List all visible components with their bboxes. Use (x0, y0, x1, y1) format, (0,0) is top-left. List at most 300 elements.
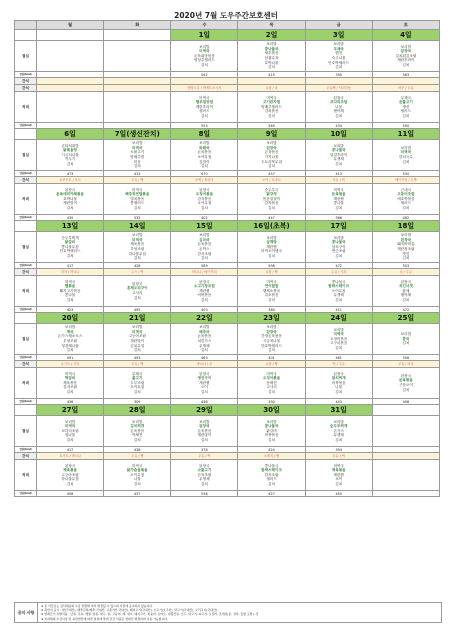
lunch-cell (37, 41, 104, 72)
notice-line: ※ 알레르기 유발식품 : 난류, 우유, 메밀, 땅콩, 대두, 밀, 고등어, 게, 새우, 돼지고기, 복숭아, 토마토, 아황산류, 호두, 닭고기, 쇠고기, 오징어, 조개류(굴, 전복, 홍합 포함), 잣 (41, 612, 259, 617)
menu-item: 콘타치취밥 (61, 143, 79, 148)
snack-row (15, 361, 440, 368)
menu-item: 무채국 (132, 371, 143, 376)
kcal-label: 열량(kcal) (15, 307, 37, 313)
menu-item: 김말이 (199, 159, 210, 164)
kcal-label: 열량(kcal) (15, 491, 37, 497)
menu-item: 김치 (402, 205, 410, 210)
menu-item: 보리밥 (199, 325, 210, 330)
menu-item: 감자볶음 (264, 201, 279, 206)
menu-item: 우엉조림 (63, 339, 78, 343)
dinner-label: 저녁 (15, 368, 37, 399)
menu-item: 김치 (335, 161, 343, 166)
date-cell (372, 405, 439, 416)
menu-item: 김치 (268, 164, 276, 169)
menu-item: 보리밥 (333, 143, 344, 148)
dinner-cell (104, 276, 171, 307)
menu-item: 미역국 (64, 424, 76, 429)
kcal-cell: 566 (305, 215, 372, 221)
menu-item: 닭볶음탕 (63, 148, 78, 153)
menu-item: 콩나물국 (331, 240, 346, 245)
menu-item: 김치 (268, 113, 276, 118)
menu-item: 된장국 (199, 463, 210, 468)
snack-cell (372, 78, 439, 85)
menu-item: 미역국 (266, 371, 277, 376)
snack-row (15, 85, 440, 92)
menu-item: 연근조림 (331, 249, 346, 254)
kcal-cell: 438 (104, 447, 171, 453)
menu-item: 계란후라이 (397, 58, 415, 63)
menu-item: 소고기장조림 (193, 284, 215, 289)
kcal-cell: 450 (305, 491, 372, 497)
menu-item: 김치 (66, 481, 74, 486)
kcal-cell: 530 (372, 171, 439, 177)
menu-item: 김치 (66, 437, 74, 442)
menu-item: 미역국 (333, 332, 344, 337)
menu-item: 어묵볶음 (331, 380, 346, 385)
menu-item: 어묵볶음 (264, 433, 279, 438)
dinner-row (15, 92, 440, 123)
kcal-cell: 415 (238, 72, 305, 78)
menu-item: 단호박샐러드 (261, 343, 282, 348)
menu-item: 양배추샐러드 (261, 104, 282, 109)
menu-item: 닭갈비 (64, 240, 76, 245)
menu-item: 김치 (335, 437, 343, 442)
menu-item: 햄볶음 (64, 284, 76, 289)
menu-item: 미역오이냉국 (261, 249, 282, 254)
lunch-cell (104, 41, 171, 72)
menu-item: 김치무침 (130, 343, 145, 348)
date-cell: 8일 (171, 129, 238, 140)
snack-cell: 모찌 / 복숭아 (171, 177, 238, 184)
menu-item: 돈육볶음 (264, 150, 279, 155)
menu-item: 깍두기 (64, 157, 76, 162)
snack-cell: 오렌지 / 빵 (238, 453, 305, 460)
menu-item: 김치 (268, 481, 276, 486)
menu-item: 햄채소볶음 (262, 288, 281, 293)
menu-item: 콩나물국 (264, 424, 279, 429)
kcal-label: 열량(kcal) (15, 263, 37, 269)
snack-cell (305, 78, 372, 85)
menu-item: 미역국 (132, 187, 143, 192)
menu-item: 보리밥 (132, 233, 143, 238)
menu-item: 김치 (335, 113, 343, 118)
lunch-cell (104, 416, 171, 447)
snack-cell: 우유 / 과일 (372, 361, 439, 368)
corner-cell (15, 21, 37, 30)
menu-item: 보리밥 (266, 419, 277, 424)
menu-item: 보리밥 (333, 419, 344, 424)
menu-item: 보리밥 (132, 141, 143, 146)
menu-item: 김치 (133, 348, 141, 353)
kcal-cell: 428 (104, 263, 171, 269)
menu-item: 김치 (335, 297, 343, 302)
menu-item: 김치 (200, 205, 208, 210)
dinner-cell (238, 460, 305, 491)
header-row (15, 21, 440, 30)
menu-item: 김치 (66, 205, 74, 210)
menu-item: 김치 (200, 481, 208, 486)
menu-item: 김치 (402, 256, 410, 261)
date-cell: 27일 (37, 405, 104, 416)
menu-item: 돈육볶음 (398, 378, 413, 383)
menu-item: 삼치구이 (331, 244, 346, 249)
snack-cell: 귤 / 우유 (372, 269, 439, 276)
menu-item: 콩나물 (64, 293, 76, 298)
header-fri: 금 (305, 21, 372, 30)
kcal-cell: 413 (104, 171, 171, 177)
menu-item: 삼겹수육 (264, 56, 279, 60)
menu-item: 김치찌개 (130, 424, 145, 429)
menu-item: 우엉조림 (130, 247, 145, 251)
menu-item: 보리밥 (199, 233, 210, 238)
kcal-cell: 413 (305, 171, 372, 177)
menu-item: 두부조림 (130, 380, 145, 385)
menu-item: 동태전 (266, 380, 277, 385)
kcal-cell: 493 (104, 355, 171, 361)
dinner-label: 저녁 (15, 276, 37, 307)
dinner-cell (104, 184, 171, 215)
menu-item: 보리밥 (64, 419, 76, 424)
snack-row (15, 78, 440, 85)
menu-item: 보리밥 (199, 419, 210, 424)
menu-item: 봄동겉절이 (262, 196, 281, 201)
dinner-cell (305, 460, 372, 491)
menu-item: 돈불고기 (398, 100, 413, 105)
date-row-label (15, 405, 37, 416)
header-thu: 목 (238, 21, 305, 30)
snack-label: 간식 (15, 78, 37, 85)
menu-item: 김치 (402, 387, 410, 392)
menu-item: 연어덮밥 (264, 284, 279, 289)
snack-cell: 우유 / 떡 (305, 453, 372, 460)
kcal-cell: 427 (238, 491, 305, 497)
menu-item: 된장국 (400, 373, 412, 378)
menu-item: 샐러드 (400, 201, 412, 206)
menu-item: 된장국 (266, 145, 277, 150)
menu-item: 미음 (133, 159, 141, 164)
dinner-row (15, 276, 440, 307)
date-row-label (15, 313, 37, 324)
menu-item: 김치 (402, 341, 410, 346)
menu-item: 오이무침 (130, 385, 145, 390)
lunch-cell (171, 416, 238, 447)
lunch-cell (171, 140, 238, 171)
date-cell: 22일 (171, 313, 238, 324)
snack-cell: 우유 / 떡 (305, 177, 372, 184)
snack-label: 간식 (15, 177, 37, 184)
lunch-row (15, 232, 440, 263)
lunch-cell (104, 324, 171, 355)
menu-item: 미역국 (199, 95, 210, 100)
snack-cell (37, 85, 104, 92)
kcal-cell: 472 (372, 307, 439, 313)
lunch-cell (372, 324, 439, 355)
dinner-cell (171, 184, 238, 215)
menu-item: 돈육볶음 (197, 334, 212, 339)
menu-item: 된장국 (333, 95, 344, 100)
menu-item: 닭가슴살볶음 (126, 468, 148, 473)
menu-item: 무채국 (333, 46, 344, 51)
snack-cell: 과자 / 바나나 (37, 269, 104, 276)
menu-item: 계란말이 (197, 433, 212, 438)
menu-item: 어묵볶음 (197, 293, 212, 298)
date-cell: 11일 (372, 129, 439, 140)
menu-item: 햄야채 (333, 109, 344, 114)
dinner-cell (372, 92, 439, 123)
date-cell: 13일 (37, 221, 104, 232)
menu-item: 감자조림 (264, 472, 279, 477)
date-cell: 25일 (372, 313, 439, 324)
menu-item: 오징어볶음 (195, 192, 214, 197)
menu-item: 잡채 (402, 288, 410, 293)
menu-item: 애호박볶음 (397, 196, 415, 201)
lunch-cell (171, 41, 238, 72)
dinner-cell (171, 92, 238, 123)
date-cell: 6일 (37, 129, 104, 140)
snack-cell: 떡 / 우유 (305, 361, 372, 368)
lunch-row (15, 41, 440, 72)
menu-item: 닭강정 (266, 192, 277, 197)
menu-item: 김치 (200, 348, 208, 353)
kcal-cell: 424 (238, 447, 305, 453)
menu-item: 파래국 (199, 145, 210, 150)
dinner-cell (305, 368, 372, 399)
lunch-cell (372, 416, 439, 447)
menu-item: 샐러드 (266, 477, 277, 482)
menu-item: 함박스테이크 (261, 468, 282, 473)
menu-item: 된장국 (333, 371, 344, 376)
date-cell: 18일 (372, 221, 439, 232)
snack-cell (37, 78, 104, 85)
dinner-cell (171, 368, 238, 399)
snack-cell: 우유 / 떡 (171, 453, 238, 460)
menu-item: 청경채나물 (61, 343, 79, 348)
lunch-cell (37, 140, 104, 171)
kcal-cell: 411 (305, 307, 372, 313)
lunch-cell (238, 140, 305, 171)
menu-item: 샐러드 (400, 109, 412, 114)
menu-item: 함박스테이크 (328, 284, 350, 289)
dinner-cell (238, 184, 305, 215)
dinner-cell (104, 92, 171, 123)
lunch-row (15, 324, 440, 355)
menu-item: 햄무침양념 (195, 100, 214, 105)
lunch-row (15, 140, 440, 171)
menu-item: 가지나물 (264, 155, 279, 159)
menu-item: 돈육볶음 (130, 428, 145, 433)
kcal-cell: 542 (171, 72, 238, 78)
snack-cell: 요플 / 빵 (238, 361, 305, 368)
kcal-cell: 446 (171, 399, 238, 405)
dinner-cell (372, 460, 439, 491)
date-row-label (15, 129, 37, 140)
menu-item: 새우볶음 (264, 51, 279, 56)
menu-item: 된장국 (64, 463, 76, 468)
kcal-cell: 390 (238, 399, 305, 405)
lunch-cell (372, 140, 439, 171)
lunch-cell (305, 232, 372, 263)
header-sat: 토 (372, 21, 439, 30)
menu-item: 계란찜 (333, 196, 344, 201)
snack-cell (171, 78, 238, 85)
lunch-cell (37, 324, 104, 355)
menu-item: 김치 (133, 256, 141, 261)
kcal-label: 열량(kcal) (15, 447, 37, 453)
dinner-cell (37, 460, 104, 491)
menu-item: 참나물 (64, 433, 76, 438)
menu-item: 된장국 (266, 329, 277, 334)
lunch-label: 점심 (15, 416, 37, 447)
lunch-cell (305, 140, 372, 171)
menu-item: 시금치나물 (61, 152, 79, 157)
date-cell (37, 30, 104, 41)
menu-item: 콩나물국 (331, 279, 346, 284)
kcal-cell: 536 (171, 491, 238, 497)
kcal-cell: 473 (37, 171, 104, 177)
menu-item: 무생채 (333, 433, 344, 438)
menu-item: 고구마조림 (61, 472, 79, 477)
menu-item: 돈육볶음 (197, 428, 212, 433)
date-cell: 4일 (372, 30, 439, 41)
snack-row (15, 269, 440, 276)
menu-item: 계란후라이 (195, 104, 214, 109)
header-tue: 화 (104, 21, 171, 30)
menu-item: 보리밥 (199, 44, 210, 49)
menu-item: 고사리 (266, 385, 277, 390)
kcal-cell: 417 (37, 447, 104, 453)
menu-item: 돈가스 (333, 428, 344, 433)
snack-cell (104, 85, 171, 92)
menu-item: 된장국 (199, 279, 210, 284)
dinner-cell (305, 184, 372, 215)
kcal-cell: 553 (171, 123, 238, 129)
menu-item: 보리밥 (199, 141, 210, 146)
menu-item: 호박나물 (63, 196, 78, 201)
menu-item: 깻잎 (402, 251, 410, 256)
menu-item: 참치찌개 (331, 376, 346, 381)
date-cell: 28일 (104, 405, 171, 416)
lunch-cell (171, 232, 238, 263)
page-title: 2020년 7월 도우주간보호센터 (174, 11, 278, 20)
menu-item: 콩나물국 (331, 148, 346, 153)
menu-item: 오이무침 (197, 155, 212, 159)
dinner-cell (238, 92, 305, 123)
kcal-cell: 378 (171, 447, 238, 453)
notice-box (14, 602, 442, 623)
menu-item: 제육볶음 (130, 242, 145, 247)
menu-item: 김치 (200, 389, 208, 394)
menu-item: 보리밥 (266, 141, 277, 146)
menu-item: 보리밥 (400, 44, 412, 49)
menu-item: 보리밥 (333, 42, 344, 47)
menu-item: 오징어볶음 (330, 336, 348, 341)
menu-item: 소불고기 (197, 468, 212, 473)
kcal-label: 열량(kcal) (15, 355, 37, 361)
dinner-row (15, 368, 440, 399)
menu-item: 보리밥 (400, 332, 412, 337)
date-row (15, 30, 440, 41)
menu-item: 미역국 (64, 371, 76, 376)
lunch-label: 점심 (15, 232, 37, 263)
menu-item: 하나물무침 (128, 251, 146, 256)
dinner-label: 저녁 (15, 184, 37, 215)
snack-cell: 바쿠 / 우유 (372, 85, 439, 92)
date-cell: 9일 (238, 129, 305, 140)
notice-body (38, 603, 441, 622)
header-wed: 수 (171, 21, 238, 30)
snack-cell: 우유 / 빵 (104, 453, 171, 460)
kcal-label: 열량(kcal) (15, 399, 37, 405)
kcal-cell: 309 (104, 399, 171, 405)
date-row-label (15, 30, 37, 41)
menu-item: 보리밥 (400, 233, 412, 238)
menu-item: 콩나물국 (264, 463, 279, 468)
kcal-cell: 472 (305, 263, 372, 269)
menu-item: 도토리묵무침 (261, 159, 282, 164)
menu-item: 나물 (335, 104, 343, 109)
menu-item: 호박나물 (264, 60, 279, 65)
menu-item: 된장국 (199, 187, 210, 192)
kcal-cell: 436 (37, 399, 104, 405)
kcal-cell: 470 (171, 171, 238, 177)
menu-item: 제육볶음 (331, 468, 346, 473)
header-mon: 월 (37, 21, 104, 30)
menu-item: 김치 (200, 113, 208, 118)
menu-item: 달걀후라이 (330, 152, 348, 157)
menu-item: 미역국 (132, 463, 143, 468)
menu-item: 미역국 (333, 187, 344, 192)
dinner-cell (372, 184, 439, 215)
lunch-cell (104, 140, 171, 171)
menu-item: 갈치튀김조림 (395, 53, 417, 58)
lunch-label: 점심 (15, 140, 37, 171)
dinner-label: 저녁 (15, 92, 37, 123)
kcal-cell: 394 (305, 447, 372, 453)
snack-cell: 우유 / 사과 (305, 269, 372, 276)
kcal-cell: 443 (305, 399, 372, 405)
menu-item: 돈육볶음 (197, 150, 212, 155)
snack-row (15, 453, 440, 460)
kcal-label: 열량(kcal) (15, 72, 37, 78)
kcal-cell: 458 (37, 491, 104, 497)
menu-item: 생선구이 (197, 376, 212, 381)
menu-item: 시금치나물 (262, 339, 281, 343)
menu-item: 생선 (402, 104, 410, 109)
kcal-cell: 401 (238, 355, 305, 361)
notice-label: 공지 사항 (15, 603, 38, 622)
menu-item: 김치 (268, 389, 276, 394)
snack-cell: 주스 / 떡 (104, 269, 171, 276)
menu-item: 배추국 (199, 329, 210, 334)
menu-item: 김치 (268, 297, 276, 302)
menu-item: 콩나물국 (264, 46, 279, 51)
menu-item: 된장국 (199, 424, 210, 429)
kcal-label: 열량(kcal) (15, 171, 37, 177)
lunch-cell (171, 324, 238, 355)
menu-item: 떡갈비 (64, 376, 76, 381)
menu-item: 돼지바비큐 (397, 242, 415, 247)
kcal-cell: 457 (238, 171, 305, 177)
snack-cell: 베이커리 / 수박 (372, 177, 439, 184)
menu-item: 고구마볶음 (330, 341, 348, 346)
menu-item: 된장국 (132, 281, 143, 286)
snack-label: 간식 (15, 361, 37, 368)
menu-item: 계란찜 (333, 472, 344, 477)
menu-item: 김치 (66, 297, 74, 302)
dinner-cell (305, 92, 372, 123)
dinner-cell (238, 276, 305, 307)
